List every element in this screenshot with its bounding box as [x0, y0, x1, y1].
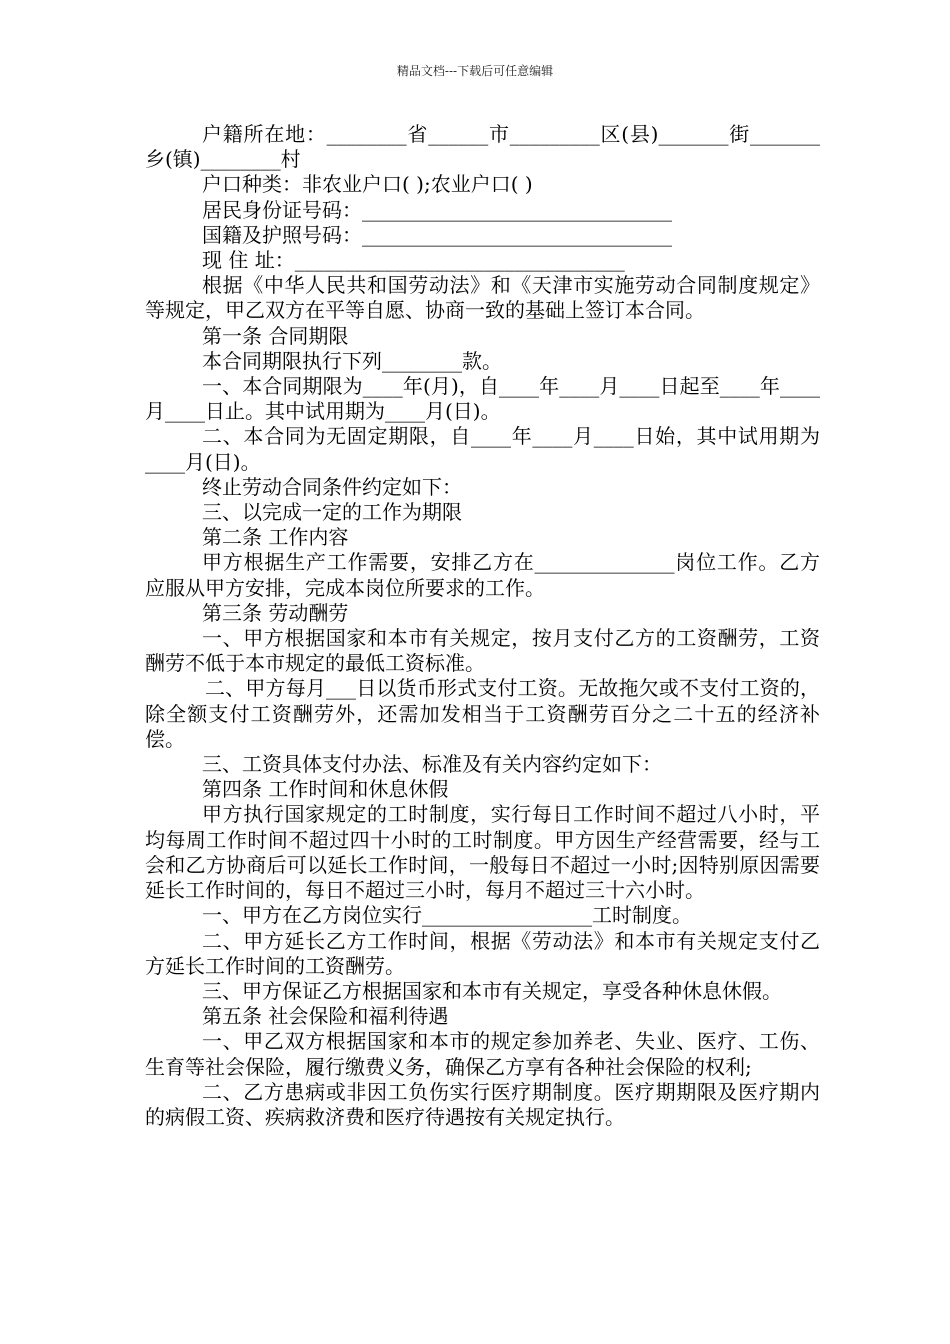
current-address-line: 现 住 址：_________________________________ — [202, 248, 625, 273]
paragraph: 终止劳动合同条件约定如下： — [202, 474, 462, 499]
article-1-heading: 第一条 合同期限 — [202, 323, 349, 348]
paragraph: 一、甲方根据国家和本市有关规定，按月支付乙方的工资酬劳，工资酬劳不低于本市规定的最低工资标准。 — [145, 626, 820, 676]
article-3-heading: 第三条 劳动酬劳 — [202, 600, 349, 625]
article-4-heading: 第四条 工作时间和休息休假 — [202, 777, 449, 802]
paragraph: 甲方根据生产工作需要，安排乙方在______________岗位工作。乙方应服从甲方安排，完成本岗位所要求的工作。 — [145, 550, 820, 600]
paragraph: 二、乙方患病或非因工负伤实行医疗期制度。医疗期期限及医疗期内的病假工资、疾病救济费和医疗待遇按有关规定执行。 — [145, 1079, 820, 1129]
document-body — [145, 122, 820, 1130]
paragraph: 一、甲乙双方根据国家和本市的规定参加养老、失业、医疗、工伤、生育等社会保险，履行缴费义务，确保乙方享有各种社会保险的权利; — [145, 1029, 820, 1079]
paragraph: 一、甲方在乙方岗位实行_________________工时制度。 — [202, 903, 692, 928]
paragraph: 三、以完成一定的工作为期限 — [202, 500, 462, 525]
article-2-heading: 第二条 工作内容 — [202, 525, 349, 550]
household-type-line: 户口种类：非农业户口( );农业户口( ) — [202, 172, 533, 197]
page-header: 精品文档---下载后可任意编辑 — [396, 64, 554, 78]
paragraph: 二、甲方延长乙方工作时间，根据《劳动法》和本市有关规定支付乙方延长工作时间的工资酬劳。 — [145, 928, 820, 978]
passport-number-line: 国籍及护照号码：_______________________________ — [202, 222, 672, 247]
paragraph: 本合同期限执行下列________款。 — [202, 348, 502, 373]
paragraph: 三、甲方保证乙方根据国家和本市有关规定，享受各种休息休假。 — [202, 978, 782, 1003]
article-5-heading: 第五条 社会保险和福利待遇 — [202, 1004, 449, 1029]
paragraph: 三、工资具体支付办法、标准及有关内容约定如下： — [202, 752, 662, 777]
paragraph: 甲方执行国家规定的工时制度，实行每日工作时间不超过八小时，平均每周工作时间不超过四十小时的工时制度。甲方因生产经营需要，经与工会和乙方协商后可以延长工作时间，一般每日不超过一小时;因特别原因需要延长工作时间的，每日不超过三小时，每月不超过三十六小时。 — [145, 802, 820, 903]
household-registration-line: 户籍所在地：________省______市_________区(县)_______街_______乡(镇)________村 — [145, 122, 820, 172]
preamble-paragraph: 根据《中华人民共和国劳动法》和《天津市实施劳动合同制度规定》等规定，甲乙双方在平等自愿、协商一致的基础上签订本合同。 — [145, 273, 820, 323]
paragraph: 一、本合同期限为____年(月)，自____年____月____日起至____年____月____日止。其中试用期为____月(日)。 — [145, 374, 820, 424]
paragraph: 二、本合同为无固定期限，自____年____月____日始，其中试用期为____月(日)。 — [145, 424, 820, 474]
id-number-line: 居民身份证号码：_______________________________ — [202, 197, 672, 222]
paragraph: 二、甲方每月___日以货币形式支付工资。无故拖欠或不支付工资的，除全额支付工资酬劳外，还需加发相当于工资酬劳百分之二十五的经济补偿。 — [145, 676, 820, 751]
